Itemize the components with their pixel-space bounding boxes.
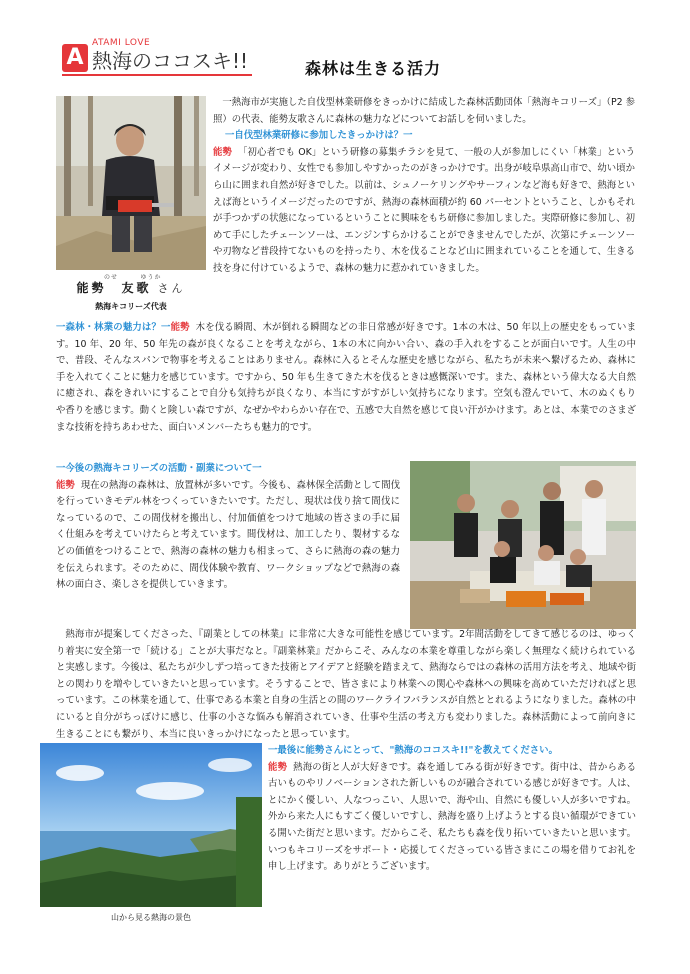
- intro-paragraph: 一熱海市が実施した自伐型林業研修をきっかけに結成した森林活動団体「熱海キコリーズ」（P2 参照）の代表、能勢友歌さんに森林の魅力などについてお話しを伺いました。: [213, 97, 635, 125]
- logo-title: 熱海のココスキ!!: [92, 49, 249, 73]
- q2-answer-text: 木を伐る瞬間、木が倒れる瞬間などの非日常感が好きです。1本の木は、50 年以上の歴史をもっています。10 年、20 年、50 年先の森が良くなることを考えながら、1本の木に向かい合い、森の手入れをすることが面白いです。人生の中で、普段、そんなスパンで物事を考えることはありません。森林に入るとそんな歴史を感じながら、私たちが未来へ繋げるため、森林に手を入れてくことに魅力を感じています。ですから、50 年も生きてきた木を伐るときは感慨深いです。また、森林という偉大なる大自然に癒され、森をきれいにすることで自分も気持ちが良くなり、本当にすがすがしい気持ちになります。空気も澄んでいて、木のぬくもりや香りを感じます。動くと険しい森ですが、なぜかやわらかい存在で、五感で大自然を感じて良い汗がかけます。あとは、本業でのさまざまな技術を持ちあわせた、面白いメンバーたちも魅力的です。: [56, 322, 636, 433]
- q1-answer-text: 「初心者でも OK」という研修の募集チラシを見て、一般の人が参加しにくい「林業」というイメージが変わり、女性でも参加しやすかったのがきっかけです。出身が岐阜県高山市で、幼い頃から山に囲まれ自然が好きでした。以前は、シュノーケリングやサーフィンなど海も好きで、熱海といえば海というイメージだったのですが、熱海の森林面積が約 60 パーセントということ、しかもそれが手つかずの状態になっているということに興味をもち研修に参加しました。実際研修に参加し、初めて手にしたチェーンソーは、エンジンすらかけることができませんでしたが、次第にチェーンソーや刃物など普段持てないものを持ったり、木を伐ることなど山に囲まれていることを通して、生きる技を身に付けているようで、森林の魅力に惹かれていきました。: [213, 146, 635, 274]
- group-photo: [410, 461, 636, 629]
- logo-subtitle: ATAMI LOVE: [92, 38, 151, 48]
- q4-question: 一最後に能勢さんにとって、"熱海のココスキ!!"を教えてください。: [268, 745, 558, 756]
- q4-answer-text: 熱海の街と人が大好きです。森を通してみる街が好きです。街中は、昔からある古いものやリノベーションされた新しいものが融合されている感じが好きです。人は、とにかく優しい、人なつっこい、人思いで、海や山、自然にも優しい人が多いですね。外から来た人にもすごく優しいですし、熱海を盛り上げようとする良い循環ができている開いた街だと思います。だからこそ、私たちも森を伐り拓いていきたいと思います。いつもキコリーズをサポート・応援してくださっている皆さまにこの場を借りてお礼を申し上げます。ありがとうございます。: [268, 761, 636, 873]
- portrait-photo: [56, 96, 206, 270]
- ruby-given: ゆうか: [140, 274, 162, 281]
- name-ruby: [56, 272, 206, 280]
- q3-block-a: [56, 461, 400, 594]
- logo-underline: [62, 74, 252, 76]
- q3-question: 一今後の熱海キコリーズの活動・副業について一: [56, 463, 262, 474]
- q4-speaker: 能勢: [268, 761, 288, 773]
- q3-block-b: [56, 627, 636, 743]
- q1-answer: [213, 145, 635, 278]
- intro-q1-block: [213, 95, 635, 278]
- landscape-photo: [40, 743, 262, 907]
- atami-love-logo: [62, 38, 250, 74]
- q2-question: 一森林・林業の魅力は？一: [56, 322, 171, 333]
- ruby-family: のせ: [103, 274, 118, 281]
- landscape-caption: 山から見る熱海の景色: [111, 913, 191, 922]
- q3-answer-b: 熱海市が提案してくださった、『副業としての林業』に非常に大きな可能性を感じています。2年間活動をしてきて感じるのは、ゆっくり着実に安全第一で「続ける」ことが大事だなと。『副業林業』だからこそ、みんなの本業を尊重しながら楽しく無理なく続けられていると実感します。今後は、私たちが少しずつ培ってきた技術とアイデアと経験を踏まえて、熱海ならではの森林の活用方法を考え、地域や街との関わりを増やしていきたいと思っています。そうすることで、皆さまにより林業への関心や森林への興味を高めていただければと思っています。この林業を通して、仕事である本業と自身の生活との間のワークライフバランスが自然ととれるようになりました。森林の中にいると自分がちっぽけに感じ、仕事の小さな悩みも解消されていき、仕事や生活の考え方も変わりました。森林活動によって前向きに生きることにも繋がり、本当に良いきっかけになったと思っています。: [56, 629, 636, 740]
- q3-answer-a: [56, 478, 400, 594]
- person-honorific: さん: [157, 282, 186, 295]
- q2-speaker: 能勢: [170, 322, 190, 333]
- q2-block: [56, 320, 636, 436]
- article-headline: 森林は生きる活力: [305, 59, 442, 78]
- person-name: [56, 280, 206, 297]
- q4-block: [268, 743, 636, 876]
- person-name-text: 能勢 友歌: [76, 281, 152, 295]
- logo-a-badge: A: [62, 44, 88, 72]
- q4-answer: [268, 760, 636, 876]
- q1-speaker: 能勢: [213, 146, 233, 158]
- person-role: 熱海キコリーズ代表: [95, 302, 167, 311]
- q1-question: 一自伐型林業研修に参加したきっかけは？一: [225, 130, 413, 142]
- profile-block: [56, 272, 206, 312]
- q2-paragraph: [56, 320, 636, 436]
- q3-answer-a-text: 現在の熱海の森林は、放置林が多いです。今後も、森林保全活動として間伐を行っていきモデル林をつくっていきたいです。ただし、現状は伐り捨て間伐になっているので、この間伐材を搬出し、付加価値をつけて地域の皆さまの手に届く仕組みを考えていけたらと考えています。間伐材は、加工したり、製材するなどの価値をつけることで、熱海の森林の魅力も相まって、さらに熱海の森の魅力を伝えられます。そのために、間伐体験や教育、ワークショップなどで熱海の森林の面白さ、楽しさを提供していきます。: [56, 479, 400, 591]
- q3-speaker: 能勢: [56, 479, 75, 491]
